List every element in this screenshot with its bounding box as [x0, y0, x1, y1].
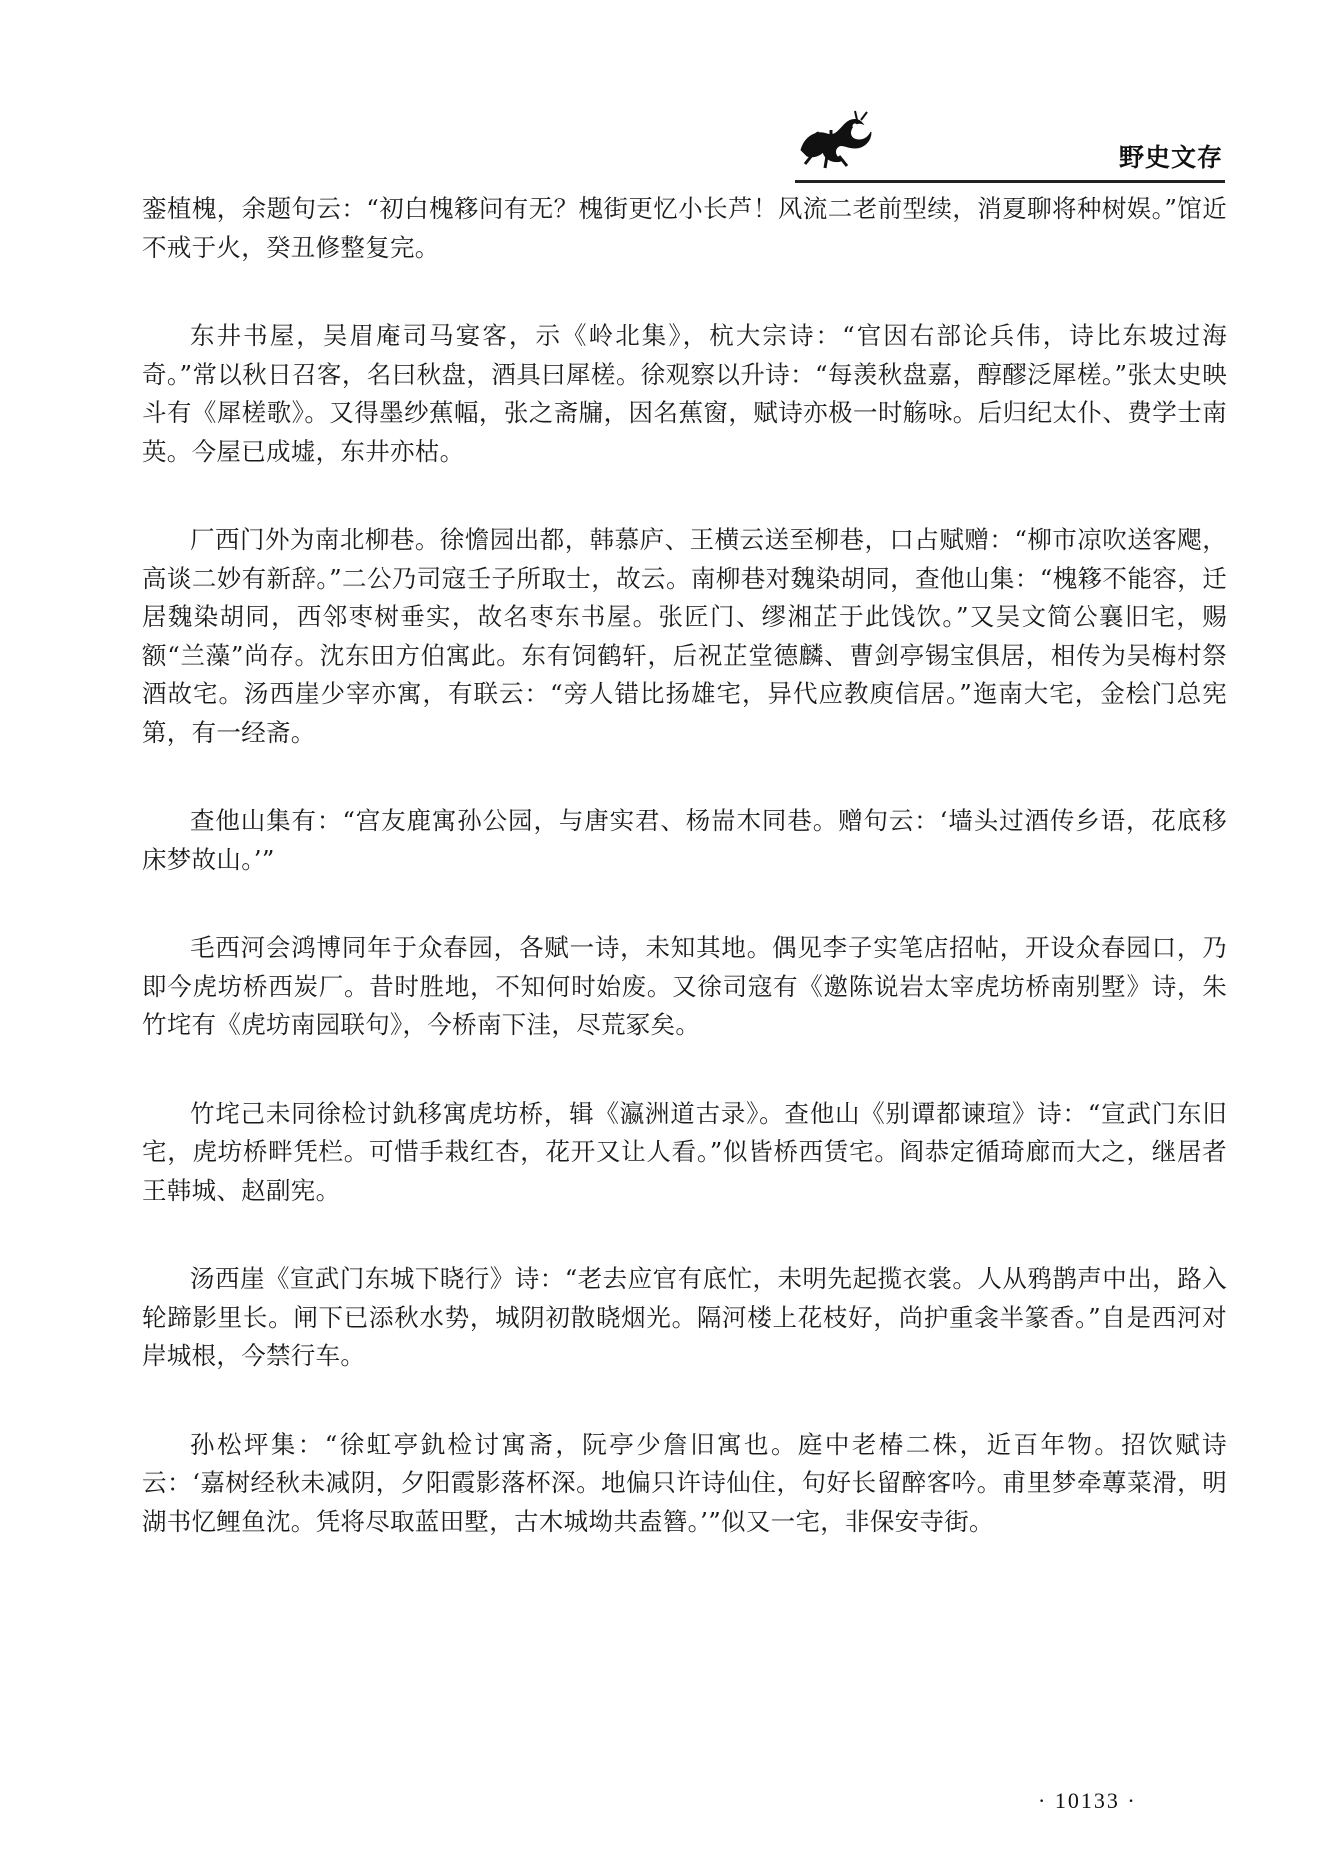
- text-body: [142, 190, 1227, 1591]
- paragraph: 銮植槐，余题句云：“初白槐簃问有无？槐街更忆小长芦！风流二老前型续，消夏聊将种树娱。”馆近不戒于火，癸丑修整复完。: [142, 194, 1227, 262]
- paragraph: 汤西崖《宣武门东城下晓行》诗：“老去应官有底忙，未明先起揽衣裳。人从鸦鹊声中出，路入轮蹄影里长。闸下已添秋水势，城阴初散晓烟光。隔河楼上花枝好，尚护重衾半篆香。”自是西河对岸城根，今禁行车。: [142, 1264, 1227, 1370]
- dragon-emblem-icon: [795, 110, 875, 172]
- page-number: · 10133 ·: [1038, 1788, 1137, 1813]
- paragraph: 东井书屋，吴眉庵司马宴客，示《岭北集》，杭大宗诗：“官因右部论兵伟，诗比东坡过海奇。”常以秋日召客，名曰秋盘，酒具曰犀槎。徐观察以升诗：“每羡秋盘嘉，醇醪泛犀槎。”张太史映斗有《犀槎歌》。又得墨纱蕉幅，张之斋牖，因名蕉窗，赋诗亦极一时觞咏。后归纪太仆、费学士南英。今屋已成墟，东井亦枯。: [142, 321, 1227, 466]
- series-title: 野史文存: [1118, 143, 1223, 172]
- paragraph: 厂西门外为南北柳巷。徐憺园出都，韩慕庐、王横云送至柳巷，口占赋赠：“柳市凉吹送客飔，高谈二妙有新辞。”二公乃司寇壬子所取士，故云。南柳巷对魏染胡同，查他山集：“槐簃不能容，迁居魏染胡同，西邻枣树垂实，故名枣东书屋。张匠门、缪湘芷于此饯饮。”又吴文简公襄旧宅，赐额“兰藻”尚存。沈东田方伯寓此。东有饲鹤轩，后祝芷堂德麟、曹剑亭锡宝俱居，相传为吴梅村祭酒故宅。汤西崖少宰亦寓，有联云：“旁人错比扬雄宅，异代应教庾信居。”迤南大宅，金桧门总宪第，有一经斋。: [142, 525, 1227, 747]
- paragraph: 查他山集有：“宫友鹿寓孙公园，与唐实君、杨耑木同巷。赠句云：‘墙头过酒传乡语，花底移床梦故山。’”: [142, 806, 1227, 874]
- paragraph: 毛西河会鸿博同年于众春园，各赋一诗，未知其地。偶见李子实笔店招帖，开设众春园口，乃即今虎坊桥西炭厂。昔时胜地，不知何时始废。又徐司寇有《邀陈说岩太宰虎坊桥南别墅》诗，朱竹垞有《虎坊南园联句》，今桥南下洼，尽荒冢矣。: [142, 933, 1227, 1039]
- header-rule: [795, 180, 1225, 183]
- paragraph: 孙松坪集：“徐虹亭釚检讨寓斋，阮亭少詹旧寓也。庭中老椿二株，近百年物。招饮赋诗云：‘嘉树经秋未减阴，夕阳霞影落杯深。地偏只许诗仙住，句好长留醉客吟。甫里梦牵蓴菜滑，明湖书忆鲤鱼沈。凭将尽取蓝田墅，古木城坳共盍簪。’”似又一宅，非保安寺街。: [142, 1429, 1227, 1536]
- paragraph: 竹垞己未同徐检讨釚移寓虎坊桥，辑《瀛洲道古录》。查他山《别谭都谏瑄》诗：“宣武门东旧宅，虎坊桥畔凭栏。可惜手栽红杏，花开又让人看。”似皆桥西赁宅。阎恭定循琦廊而大之，继居者王韩城、赵副宪。: [142, 1098, 1227, 1205]
- running-header: [795, 108, 1225, 188]
